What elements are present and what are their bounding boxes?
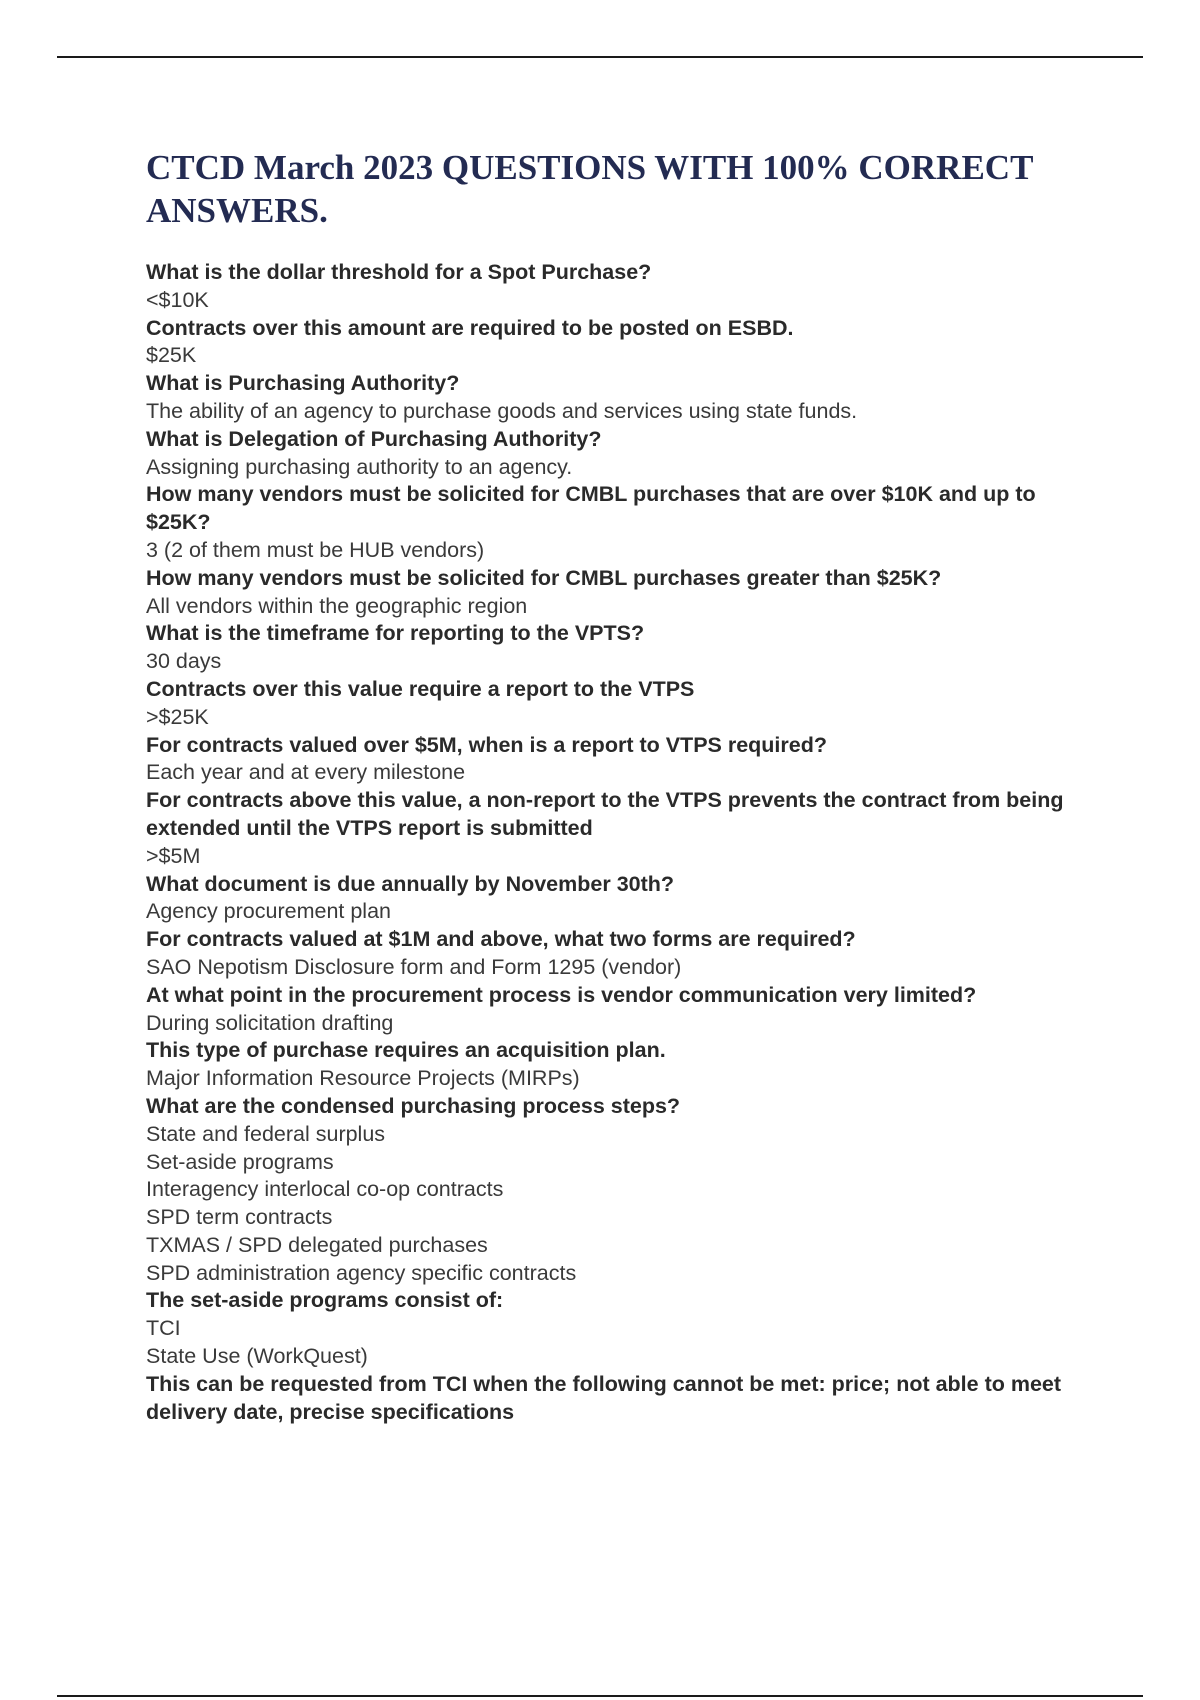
answer-text: <$10K — [146, 287, 209, 312]
answer-text: SPD administration agency specific contracts — [146, 1260, 577, 1285]
bottom-rule — [57, 1695, 1143, 1697]
question-text: How many vendors must be solicited for CMBL purchases that are over $10K and up to $25K? — [146, 482, 1036, 535]
question-text: What is Purchasing Authority? — [146, 371, 460, 396]
question-text: This type of purchase requires an acquisition plan. — [146, 1038, 666, 1063]
qa-item — [146, 370, 1106, 426]
answer-text: Interagency interlocal co-op contracts — [146, 1177, 504, 1202]
question-text: What is the dollar threshold for a Spot Purchase? — [146, 260, 652, 284]
qa-item — [146, 1037, 1106, 1093]
answer-text: Each year and at every milestone — [146, 760, 466, 785]
answer-text: SPD term contracts — [146, 1205, 333, 1230]
qa-item — [146, 982, 1106, 1038]
answer-text: >$5M — [146, 843, 201, 868]
qa-list — [146, 259, 1106, 1426]
answer-text: State Use (WorkQuest) — [146, 1344, 368, 1369]
answer-text: >$25K — [146, 704, 209, 729]
qa-item — [146, 787, 1106, 870]
answer-text: During solicitation drafting — [146, 1010, 394, 1035]
qa-item — [146, 565, 1106, 621]
question-text: What document is due annually by November 30th? — [146, 871, 675, 896]
qa-item — [146, 1093, 1106, 1288]
answer-text: TCI — [146, 1316, 181, 1341]
answer-text: TXMAS / SPD delegated purchases — [146, 1232, 488, 1257]
qa-item — [146, 1287, 1106, 1370]
question-text: What is the timeframe for reporting to the VPTS? — [146, 621, 645, 646]
qa-item — [146, 481, 1106, 564]
qa-item — [146, 871, 1106, 927]
answer-text: 3 (2 of them must be HUB vendors) — [146, 537, 485, 562]
question-text: Contracts over this amount are required to be posted on ESBD. — [146, 315, 794, 340]
answer-text: $25K — [146, 343, 197, 368]
qa-item — [146, 426, 1106, 482]
top-rule — [57, 56, 1143, 58]
question-text: This can be requested from TCI when the following cannot be met: price; not able to meet delivery date, precise specifications — [146, 1371, 1062, 1424]
question-text: At what point in the procurement process is vendor communication very limited? — [146, 982, 977, 1007]
answer-text: Assigning purchasing authority to an agency. — [146, 454, 573, 479]
question-text: Contracts over this value require a report to the VTPS — [146, 676, 695, 701]
question-text: For contracts above this value, a non-report to the VTPS prevents the contract from being extended until the VTPS report is submitted — [146, 788, 1064, 840]
question-text: How many vendors must be solicited for CMBL purchases greater than $25K? — [146, 565, 942, 590]
answer-text: All vendors within the geographic region — [146, 593, 528, 618]
answer-text: The ability of an agency to purchase goods and services using state funds. — [146, 398, 858, 423]
question-text: The set-aside programs consist of: — [146, 1288, 504, 1313]
qa-item — [146, 620, 1106, 676]
qa-item — [146, 732, 1106, 788]
question-text: For contracts valued at $1M and above, what two forms are required? — [146, 927, 856, 952]
answer-text: Agency procurement plan — [146, 899, 392, 924]
answer-text: State and federal surplus — [146, 1121, 386, 1146]
question-text: What are the condensed purchasing process steps? — [146, 1093, 681, 1118]
question-text: What is Delegation of Purchasing Authority? — [146, 426, 602, 451]
qa-item — [146, 926, 1106, 982]
qa-item — [146, 1371, 1106, 1427]
qa-item — [146, 259, 1106, 315]
qa-item — [146, 676, 1106, 732]
answer-text: 30 days — [146, 649, 222, 674]
answer-text: Set-aside programs — [146, 1149, 334, 1174]
question-text: For contracts valued over $5M, when is a report to VTPS required? — [146, 732, 827, 757]
page-title: CTCD March 2023 QUESTIONS WITH 100% CORRECT ANSWERS. — [146, 148, 1033, 230]
answer-text: Major Information Resource Projects (MIRPs) — [146, 1066, 580, 1091]
answer-text: SAO Nepotism Disclosure form and Form 1295 (vendor) — [146, 954, 682, 979]
qa-item — [146, 315, 1106, 371]
